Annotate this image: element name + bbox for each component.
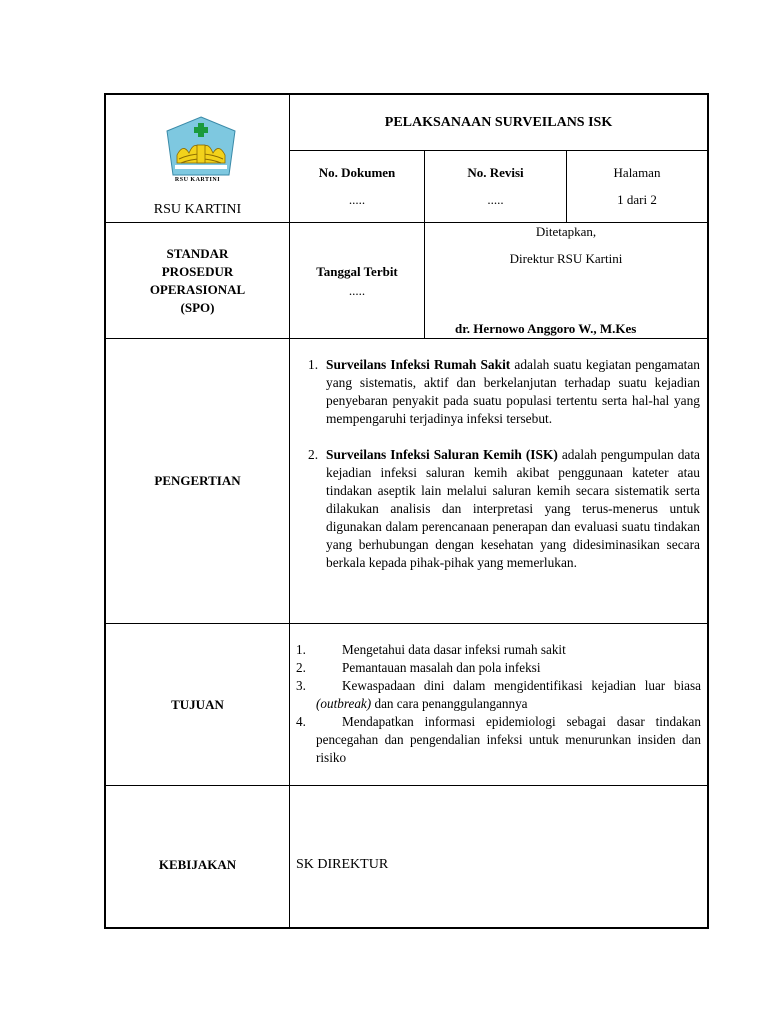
- pengertian-item-text: [326, 446, 700, 572]
- pengertian-item: [308, 446, 700, 572]
- halaman-cell: [567, 151, 707, 222]
- tujuan-item-text: Mendapatkan informasi epidemiologi sebagai dasar tindakan pencegahan dan pengendalian infeksi untuk menurunkan insiden dan risiko: [316, 714, 701, 765]
- hospital-name: RSU KARTINI: [153, 202, 242, 217]
- kebijakan-value: SK DIREKTUR: [296, 857, 389, 872]
- spo-line-4: (SPO): [180, 299, 215, 315]
- pengertian-item: [308, 356, 700, 428]
- pengertian-term: Surveilans Infeksi Saluran Kemih (ISK): [326, 447, 558, 462]
- pengertian-item-text: [326, 356, 700, 428]
- tujuan-item-number: 4.: [296, 714, 306, 729]
- no-dokumen-label: No. Dokumen: [318, 165, 396, 180]
- tujuan-item-number: 1.: [296, 642, 306, 657]
- pengertian-content: [308, 356, 700, 572]
- tujuan-item-text: [316, 677, 701, 713]
- no-revisi-cell: [425, 151, 566, 222]
- no-dokumen-cell: [290, 151, 424, 222]
- tujuan-item: [296, 641, 701, 659]
- document-title: PELAKSANAAN SURVEILANS ISK: [384, 114, 613, 130]
- pengertian-definition: adalah pengumpulan data kejadian infeksi saluran kemih akibat penggunaan kateter atau tindakan aseptik lain melalui saluran kemih secara sistematik serta dilakukan analisis dan interpretasi yang terus-menerus untuk digunakan dalam perencanaan penerapan dan evaluasi suatu tindakan yang berhubungan dengan kesehatan yang didesiminasikan secara berkala kepada pihak-pihak yang memerlukan.: [326, 447, 700, 570]
- tujuan-item-number: 2.: [296, 660, 306, 675]
- tujuan-content: [296, 641, 701, 767]
- spo-line-3: OPERASIONAL: [149, 281, 246, 297]
- no-dokumen-value: .....: [348, 192, 366, 207]
- ditetapkan-text: Ditetapkan,: [535, 224, 597, 239]
- halaman-value: 1 dari 2: [617, 192, 657, 207]
- tujuan-item: [296, 677, 701, 713]
- tanggal-terbit-value: .....: [348, 283, 366, 298]
- spo-line-1: STANDAR: [166, 245, 229, 261]
- signer-name: dr. Hernowo Anggoro W., M.Kes: [455, 321, 637, 336]
- pengertian-definition: adalah suatu kegiatan pengamatan yang sistematis, aktif dan berkelanjutan terhadap suatu kejadian penyebaran penyakit pada suatu populasi tertentu serta hal-hal yang mempengaruhi terjadinya infeksi tersebut.: [326, 357, 700, 426]
- kebijakan-label: KEBIJAKAN: [158, 857, 237, 872]
- ditetapkan-cell: [425, 223, 707, 338]
- tanggal-terbit-cell: [290, 223, 424, 338]
- spo-label: [106, 223, 289, 338]
- pengertian-item-number: 2.: [308, 447, 319, 462]
- tujuan-label: TUJUAN: [171, 696, 224, 712]
- no-revisi-value: .....: [487, 192, 504, 207]
- kebijakan-label-cell: [106, 786, 289, 927]
- no-revisi-label: No. Revisi: [467, 165, 524, 180]
- tujuan-item-text: Pemantauan masalah dan pola infeksi: [342, 660, 541, 675]
- pengertian-label: PENGERTIAN: [154, 473, 241, 488]
- tujuan-item: [296, 659, 701, 677]
- direktur-text: Direktur RSU Kartini: [509, 251, 623, 266]
- tujuan-item-tail: dan cara penanggulangannya: [371, 696, 528, 711]
- tujuan-item-main: Kewaspadaan dini dalam mengidentifikasi kejadian luar biasa: [342, 678, 701, 693]
- tujuan-item-italic: (outbreak): [316, 696, 372, 711]
- tujuan-item-text: Mengetahui data dasar infeksi rumah sakit: [342, 642, 566, 657]
- logo-caption: RSU KARTINI: [174, 177, 221, 183]
- spo-line-2: PROSEDUR: [161, 263, 234, 279]
- tanggal-terbit-label: Tanggal Terbit: [316, 264, 398, 279]
- pengertian-term: Surveilans Infeksi Rumah Sakit: [326, 357, 511, 372]
- spo-document: [104, 93, 709, 929]
- logo-cell: [106, 95, 289, 222]
- halaman-label: Halaman: [613, 165, 661, 180]
- pengertian-item-number: 1.: [308, 357, 319, 372]
- tujuan-item-number: 3.: [296, 678, 306, 693]
- hospital-logo-icon: [163, 115, 239, 185]
- tujuan-item: [296, 713, 701, 767]
